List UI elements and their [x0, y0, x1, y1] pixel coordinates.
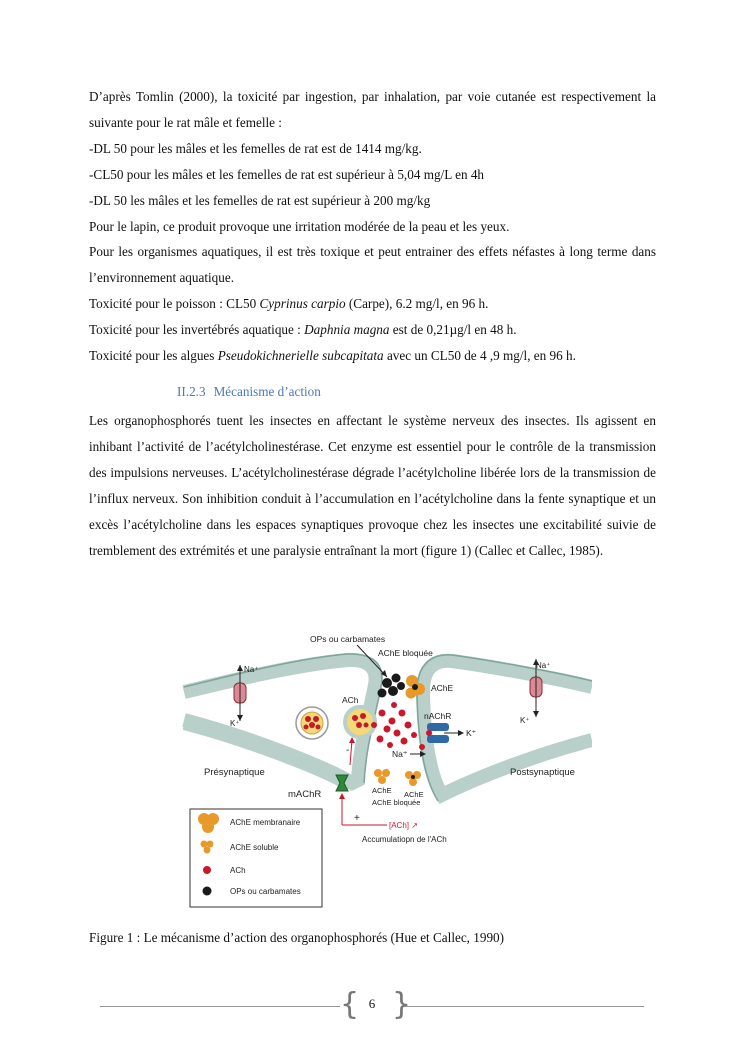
label-ache-b: AChE	[404, 790, 424, 799]
label-na-receptor: Na⁺	[392, 749, 408, 759]
label-postsynaptique: Postsynaptique	[510, 767, 575, 778]
legend-ops-icon	[203, 887, 212, 896]
line-cl50-rat: -CL50 pour les mâles et les femelles de rat est supérieur à 5,04 mg/L en 4h	[89, 166, 485, 182]
nachr-receptor	[426, 723, 464, 743]
line-tox-invert: Toxicité pour les invertébrés aquatique : Daphnia magna est de 0,21µg/l en 48 h.	[89, 322, 517, 338]
legend-item-1: AChE soluble	[230, 843, 279, 852]
label-ache: AChE	[431, 683, 454, 693]
ache-soluble-bottom	[374, 769, 421, 786]
section-heading	[177, 384, 321, 400]
vesicle	[296, 707, 328, 739]
synapse-figure	[182, 625, 592, 910]
label-k-receptor: K⁺	[466, 728, 477, 738]
footer-line-left	[100, 1006, 340, 1007]
label-ache-a: AChE	[372, 786, 392, 795]
label-nachr: nAChR	[424, 711, 452, 721]
legend-item-3: OPs ou carbamates	[230, 887, 301, 896]
label-accumulation: Accumulatiopn de l'ACh	[362, 835, 447, 844]
label-k-plus-right: K⁺	[520, 716, 530, 725]
legend	[190, 809, 322, 907]
species-fish: Cyprinus carpio	[259, 296, 346, 312]
label-ache-bloquee-top: AChE bloquée	[378, 648, 433, 658]
paragraph-mecanisme: Les organophosphorés tuent les insectes en affectant le système nerveux des insectes. Ils agissent en inhibant l’activité de l’acétylcholinestérase. Cet enzyme est essentiel pour le contrôle de la transmission des impulsions nerveuses. L’acétylcholinestérase dégrade l’acétylcholine libérée lors de la transmission de l’influx nerveux. Son inhibition conduit à l’accumulation en l’acétylcholine dans la fente synaptique et un excès l’acétylcholine dans les espaces synaptiques provoque chez les insectes une excitabilité suivie de tremblement des extrémités et une paralysie entraînant la mort (figure 1) (Callec et Callec, 1985).	[89, 413, 656, 558]
page-number: 6	[368, 996, 376, 1011]
species-algae: Pseudokichnerielle subcapitata	[217, 348, 384, 364]
label-ach-vesicle: ACh	[342, 695, 359, 705]
label-plus: +	[354, 813, 360, 824]
footer-brace-right: }	[392, 987, 412, 1022]
line-tox-algae: Toxicité pour les algues Pseudokichnerielle subcapitata avec un CL50 de 4 ,9 mg/l, en 96 h.	[89, 348, 576, 364]
label-ache-bloquee-bottom: AChE bloquée	[372, 798, 421, 807]
top-text-block	[89, 84, 656, 369]
label-machr: mAChR	[288, 789, 322, 800]
section-title: Mécanisme d’action	[213, 384, 321, 399]
label-presynaptique: Présynaptique	[204, 767, 265, 778]
label-minus: -	[346, 745, 350, 756]
paragraph-aquatique: Pour les organismes aquatiques, il est très toxique et peut entrainer des effets néfastes à long terme dans l’environnement aquatique.	[89, 244, 656, 286]
footer-brace-left: {	[340, 987, 360, 1022]
species-invert: Daphnia magna	[304, 322, 390, 338]
label-na-plus-left: Na⁺	[244, 665, 259, 674]
paragraph-tomlin: D’après Tomlin (2000), la toxicité par ingestion, par inhalation, par voie cutanée est respectivement la suivante pour le rat mâle et femelle :	[89, 89, 656, 130]
section-body-block	[89, 408, 656, 563]
label-na-plus-right: Na⁺	[536, 661, 551, 670]
legend-ach-icon	[203, 866, 211, 874]
line-tox-fish: Toxicité pour le poisson : CL50 Cyprinus carpio (Carpe), 6.2 mg/l, en 96 h.	[89, 296, 489, 312]
label-k-plus-left: K⁺	[230, 719, 240, 728]
footer-line-right	[402, 1006, 644, 1007]
label-ach-conc: [ACh] ↗	[389, 821, 418, 830]
figure-caption: Figure 1 : Le mécanisme d’action des organophosphorés (Hue et Callec, 1990)	[89, 930, 505, 945]
legend-item-0: AChE membranaire	[230, 818, 301, 827]
legend-item-2: ACh	[230, 866, 246, 875]
section-number: II.2.3	[177, 384, 206, 399]
line-dl50-rat-2: -DL 50 les mâles et les femelles de rat est supérieur à 200 mg/kg	[89, 192, 431, 208]
label-ops-top: OPs ou carbamates	[310, 634, 386, 644]
line-lapin: Pour le lapin, ce produit provoque une irritation modérée de la peau et les yeux.	[89, 218, 510, 234]
releasing-vesicle	[345, 707, 375, 737]
line-dl50-rat: -DL 50 pour les mâles et les femelles de rat est de 1414 mg/kg.	[89, 140, 422, 156]
